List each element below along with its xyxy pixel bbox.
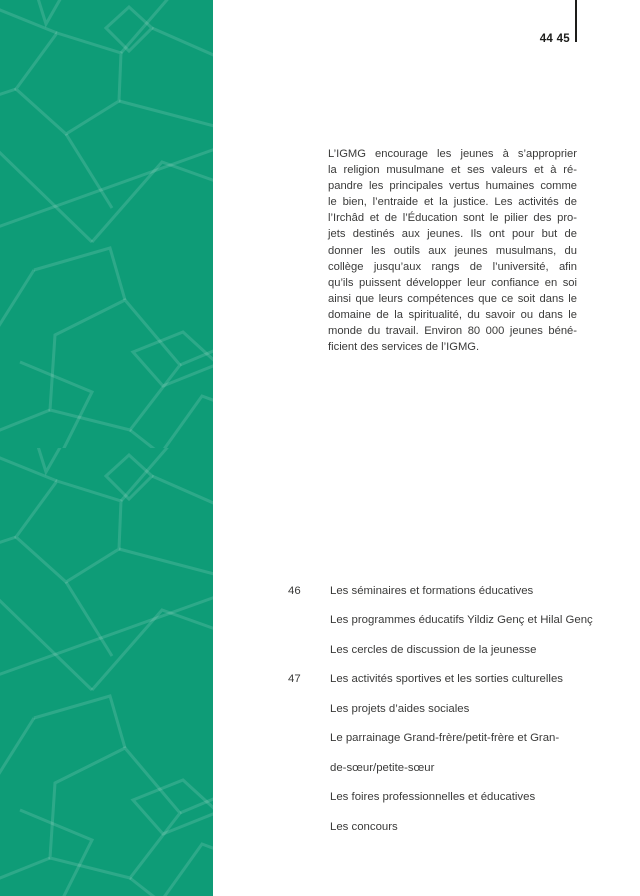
toc-page-number: 46 — [288, 585, 301, 597]
geometric-pattern-graphic — [0, 0, 213, 896]
paragraph-line: l’Irchâd et de l’Éducation sont le pilier des pro- — [328, 212, 577, 225]
paragraph-line: L’IGMG encourage les jeunes à s’approprier — [328, 148, 577, 160]
toc-entry-label: de-sœur/petite-sœur — [330, 761, 435, 774]
list-item — [288, 614, 593, 643]
page-numbers: 44 45 — [539, 33, 570, 45]
decorative-side-panel — [0, 0, 213, 896]
paragraph-line: donner les outils aux jeunes musulmans, du — [328, 244, 577, 257]
list-item — [288, 791, 593, 820]
toc-entry-label: Les concours — [330, 820, 398, 833]
list-item — [288, 703, 593, 732]
paragraph-line: ainsi que leurs compétences que ce soit dans le — [328, 292, 577, 305]
toc-entry-label: Les cercles de discussion de la jeunesse — [330, 643, 537, 656]
toc-entry-label: Les projets d’aides sociales — [330, 702, 470, 715]
paragraph-line: qu’ils puissent développer leur confiance en soi — [328, 276, 577, 289]
paragraph-line: ficient des services de l’IGMG. — [328, 341, 480, 354]
toc-entry-label: Les programmes éducatifs Yildiz Genç et Hilal Genç — [330, 614, 593, 627]
paragraph-line: domaine de la spiritualité, du savoir ou dans le — [328, 308, 577, 321]
toc-entry-label: Les foires professionnelles et éducatives — [330, 791, 536, 804]
paragraph-line: la religion musulmane et ses valeurs et à ré- — [328, 164, 577, 177]
paragraph-line: collège jusqu’aux rangs de l’université, afin — [328, 260, 577, 273]
header-rule — [575, 0, 577, 42]
list-item — [288, 673, 593, 702]
body-paragraph — [328, 146, 577, 355]
list-item — [288, 644, 593, 673]
toc-entry-label: Les séminaires et formations éducatives — [330, 585, 534, 597]
toc-entry-label: Le parrainage Grand-frère/petit-frère et Gran- — [330, 732, 560, 745]
list-item — [288, 585, 593, 614]
paragraph-line: jets destinés aux jeunes. Ils ont pour but de — [328, 228, 577, 241]
list-item — [288, 762, 593, 791]
list-item — [288, 732, 593, 761]
list-item — [288, 821, 593, 850]
toc-page-number: 47 — [288, 673, 301, 686]
contents-list — [288, 585, 593, 850]
toc-entry-label: Les activités sportives et les sorties culturelles — [330, 673, 563, 686]
paragraph-line: monde du travail. Environ 80 000 jeunes béné- — [328, 325, 577, 338]
paragraph-line: pandre les principales vertus humaines comme — [328, 180, 577, 193]
paragraph-line: le bien, l’entraide et la justice. Les activités de — [328, 196, 577, 209]
